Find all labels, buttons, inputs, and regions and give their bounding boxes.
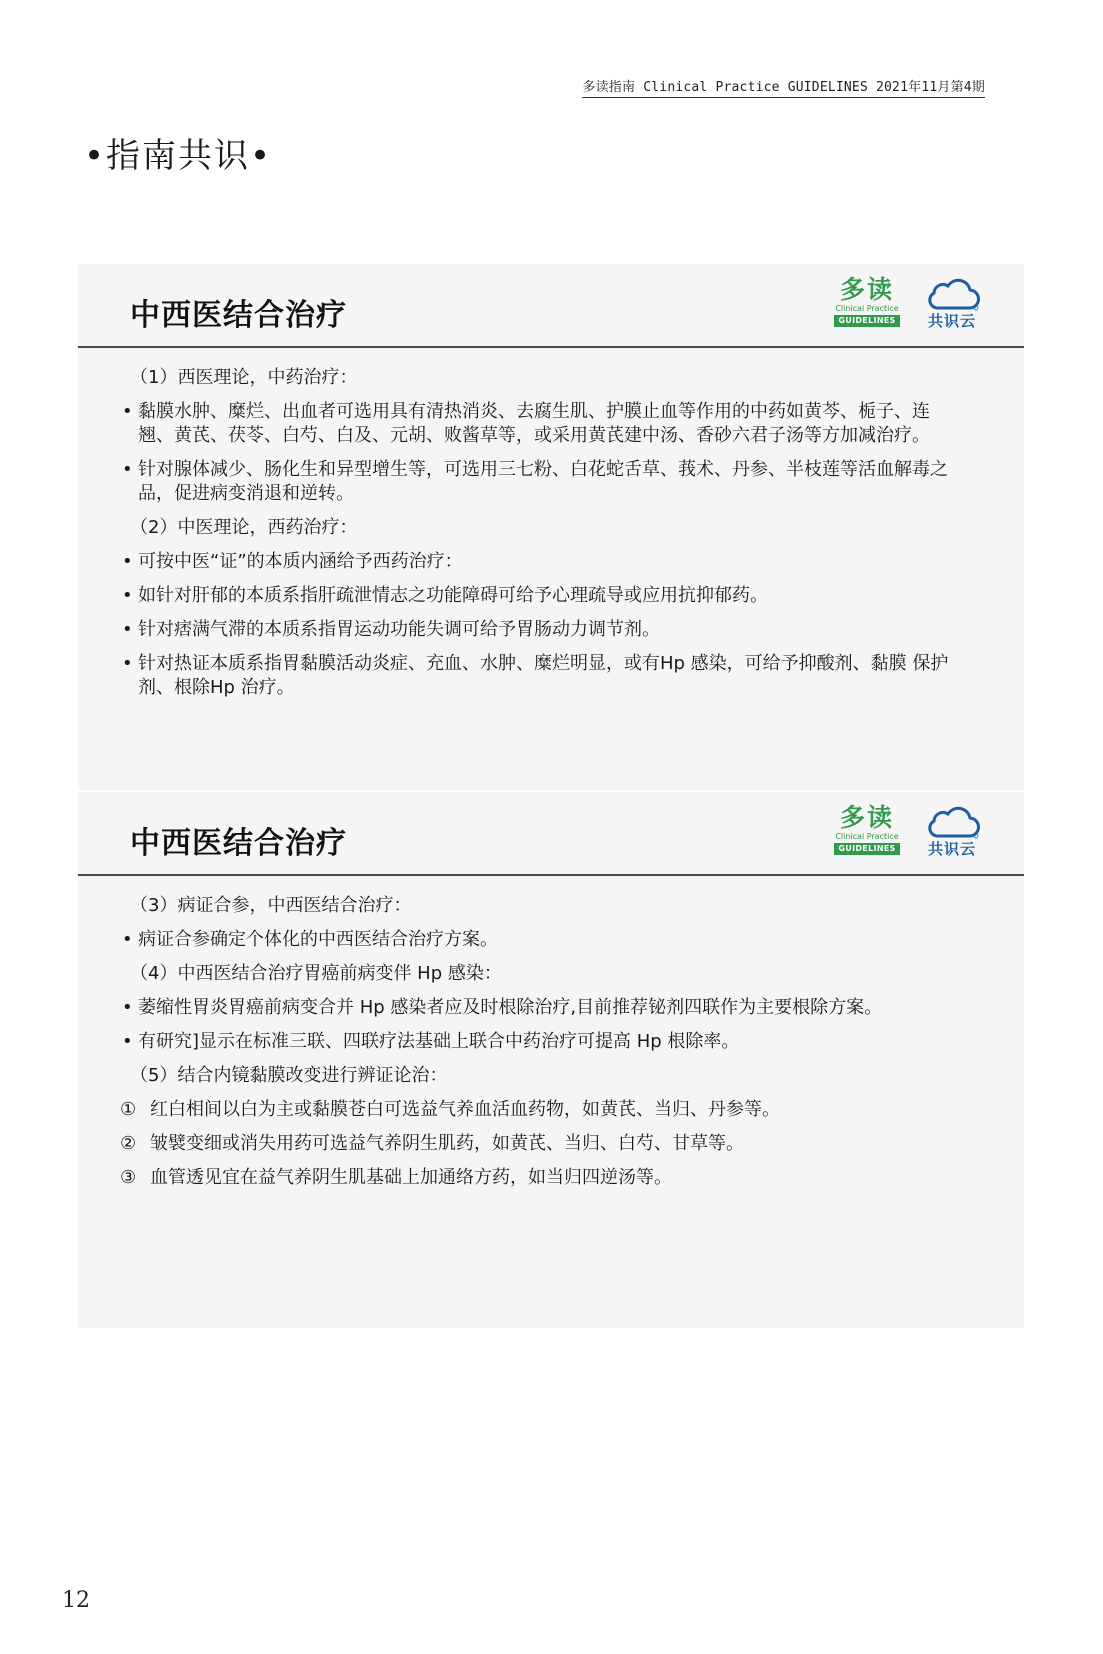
section-title: •指南共识• bbox=[84, 136, 273, 176]
bullet-text: 可按中医“证”的本质内涵给予西药治疗： bbox=[138, 551, 463, 572]
slide-title: 中西医结合治疗 bbox=[130, 826, 347, 861]
bullet-item bbox=[120, 996, 964, 1020]
numbered-text: 红白相间以白为主或黏膜苍白可选益气养血活血药物，如黄芪、当归、丹参等。 bbox=[150, 1099, 780, 1120]
brand-logo bbox=[832, 804, 992, 866]
bullet-text: 如针对肝郁的本质系指肝疏泄情志之功能障碍可给予心理疏导或应用抗抑郁药。 bbox=[138, 585, 768, 606]
numbered-text: 血管透见宜在益气养阴生肌基础上加通络方药，如当归四逆汤等。 bbox=[150, 1167, 672, 1188]
bullet-text: 针对腺体减少、肠化生和异型增生等，可选用三七粉、白花蛇舌草、莪术、丹参、半枝莲等活血解毒之品，促进病变消退和逆转。 bbox=[138, 459, 948, 504]
duodu-logo bbox=[832, 276, 902, 327]
bullet-icon: • bbox=[122, 585, 133, 606]
bullet-icon: • bbox=[122, 997, 133, 1018]
bullet-icon: • bbox=[122, 459, 133, 480]
slide-body bbox=[78, 876, 1024, 1190]
bullet-text: 黏膜水肿、糜烂、出血者可选用具有清热消炎、去腐生肌、护膜止血等作用的中药如黄芩、栀子、连翘、黄芪、茯苓、白芍、白及、元胡、败酱草等，或采用黄芪建中汤、香砂六君子汤等方加减治疗。 bbox=[138, 401, 930, 446]
bullet-icon: • bbox=[122, 619, 133, 640]
duodu-logo bbox=[832, 804, 902, 855]
numbered-item bbox=[120, 1098, 964, 1122]
numbered-item bbox=[120, 1132, 964, 1156]
subheading-1: （1）西医理论，中药治疗： bbox=[130, 367, 358, 388]
guidelines-badge: GUIDELINES bbox=[834, 315, 900, 327]
cloud-icon bbox=[923, 806, 981, 840]
circled-number: ③ bbox=[120, 1167, 137, 1188]
bullet-item bbox=[120, 618, 964, 642]
subheading-4: （4）中西医结合治疗胃癌前病变伴 Hp 感染： bbox=[130, 963, 502, 984]
bullet-icon: • bbox=[122, 401, 133, 422]
bullet-text: 针对热证本质系指胃黏膜活动炎症、充血、水肿、糜烂明显，或有Hp 感染，可给予抑酸剂、黏膜 保护剂、根除Hp 治疗。 bbox=[138, 653, 949, 698]
numbered-text: 皱襞变细或消失用药可选益气养阴生肌药，如黄芪、当归、白芍、甘草等。 bbox=[150, 1133, 744, 1154]
cloud-icon bbox=[923, 278, 981, 312]
page-number: 12 bbox=[62, 1588, 90, 1613]
bullet-icon: • bbox=[122, 929, 133, 950]
bullet-item bbox=[120, 652, 964, 700]
slide-2 bbox=[78, 792, 1024, 1328]
circled-number: ① bbox=[120, 1099, 137, 1120]
gongzhiyun-text: 共识云 bbox=[927, 312, 976, 330]
slide-body bbox=[78, 348, 1024, 700]
bullet-text: 萎缩性胃炎胃癌前病变合并 Hp 感染者应及时根除治疗,目前推荐铋剂四联作为主要根除方案。 bbox=[138, 997, 883, 1018]
bullet-item bbox=[120, 400, 964, 448]
subheading-2: （2）中医理论，西药治疗： bbox=[130, 517, 358, 538]
bullet-text: 有研究]显示在标准三联、四联疗法基础上联合中药治疗可提高 Hp 根除率。 bbox=[138, 1031, 740, 1052]
bullet-item bbox=[120, 928, 964, 952]
slide-header bbox=[78, 264, 1024, 348]
slide-1 bbox=[78, 264, 1024, 790]
bullet-item bbox=[120, 1030, 964, 1054]
guidelines-badge: GUIDELINES bbox=[834, 843, 900, 855]
slide-title: 中西医结合治疗 bbox=[130, 298, 347, 333]
numbered-item bbox=[120, 1166, 964, 1190]
subheading-5: （5）结合内镜黏膜改变进行辨证论治： bbox=[130, 1065, 448, 1086]
gongzhiyun-logo bbox=[916, 806, 988, 858]
clinical-practice-text: Clinical Practice bbox=[835, 304, 899, 313]
gongzhiyun-logo bbox=[916, 278, 988, 330]
bullet-icon: • bbox=[122, 1031, 133, 1052]
duodu-logo-text: 多读 bbox=[839, 275, 894, 304]
duodu-logo-text: 多读 bbox=[839, 803, 894, 832]
bullet-text: 针对痞满气滞的本质系指胃运动功能失调可给予胃肠动力调节剂。 bbox=[138, 619, 660, 640]
running-head: 多读指南 Clinical Practice GUIDELINES 2021年11月第4期 bbox=[582, 76, 985, 98]
subheading-3: （3）病证合参，中西医结合治疗： bbox=[130, 895, 412, 916]
slide-header bbox=[78, 792, 1024, 876]
bullet-item bbox=[120, 458, 964, 506]
circled-number: ② bbox=[120, 1133, 137, 1154]
bullet-text: 病证合参确定个体化的中西医结合治疗方案。 bbox=[138, 929, 498, 950]
bullet-icon: • bbox=[122, 551, 133, 572]
bullet-icon: • bbox=[122, 653, 133, 674]
bullet-item bbox=[120, 550, 964, 574]
bullet-item bbox=[120, 584, 964, 608]
clinical-practice-text: Clinical Practice bbox=[835, 832, 899, 841]
brand-logo bbox=[832, 276, 992, 338]
gongzhiyun-text: 共识云 bbox=[927, 840, 976, 858]
